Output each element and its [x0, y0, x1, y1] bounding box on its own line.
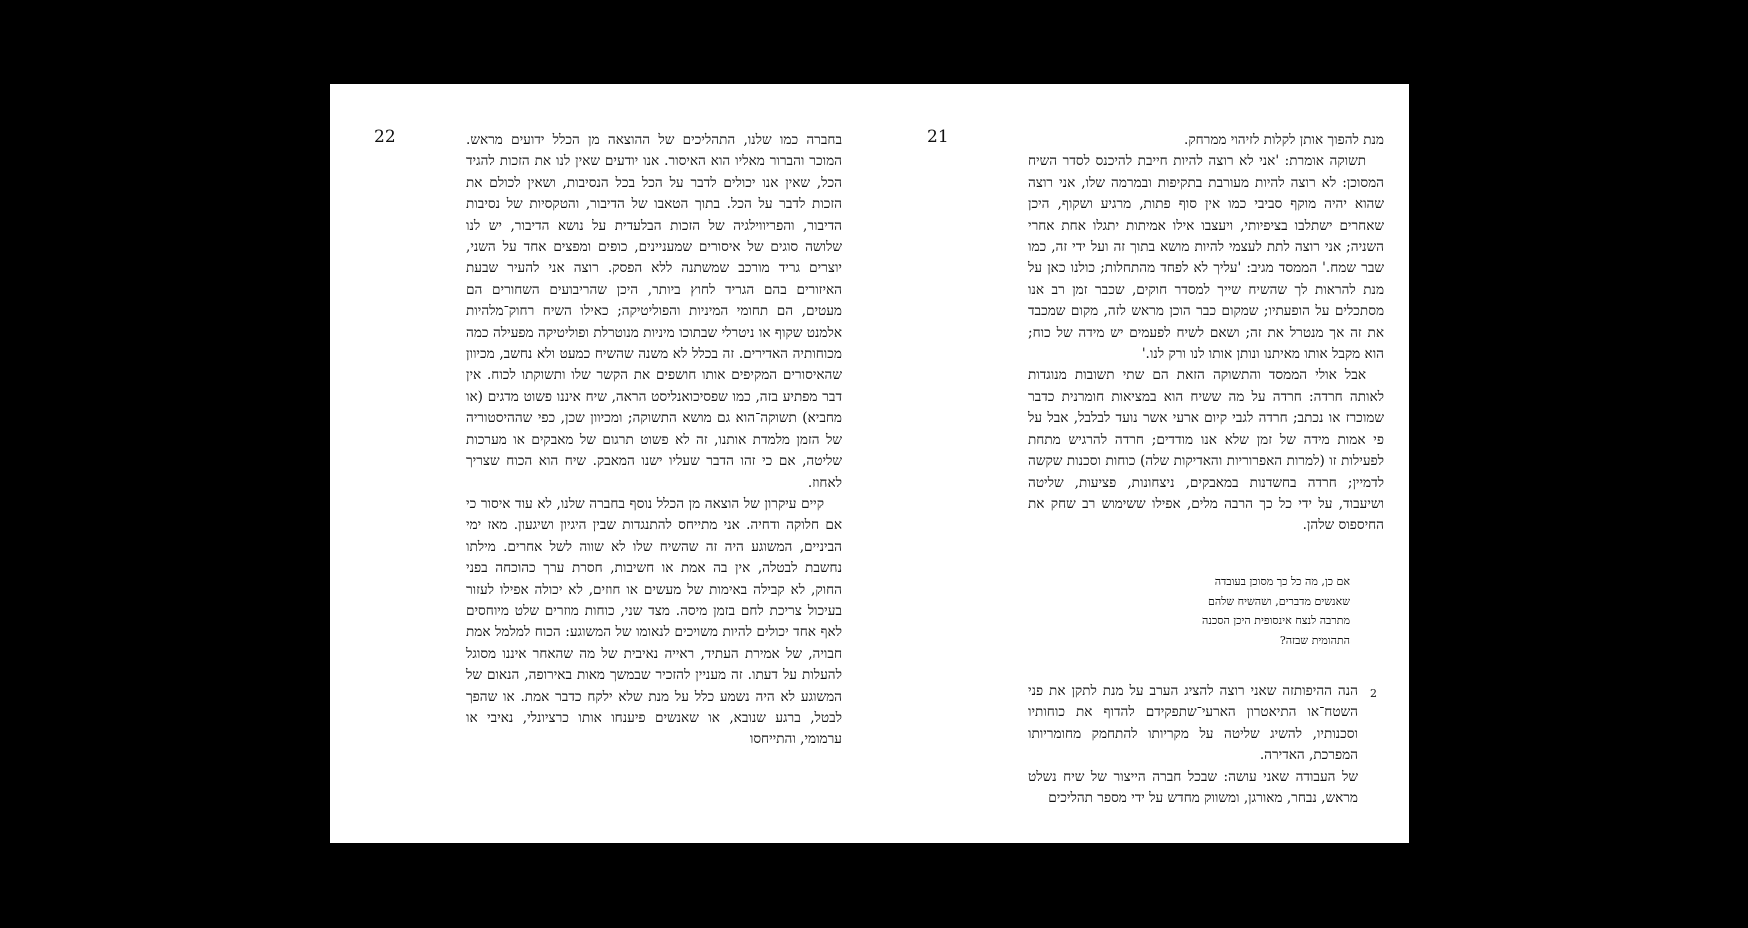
right-paragraph-2: תשוקה אומרת: 'אני לא רוצה להיות חייבת להיכנס לסדר השיח המסוכן: לא רוצה להיות מעורבת בתקיפות ובמרמה שלו, אני רוצה שהוא יהיה מוקף סביבי כמו אין סוף פתות, מרגיע ושקוף, היכן שאחרים ישתלבו בציפיותי, ויעצבו אילו אמיתות יתגלו אחת אחרי השניה; אני רוצה לתת לעצמי להיות מושא בתוך זה ועל ידי זה, כמו שבר שמח.' הממסד מגיב: 'עליך לא לפחד מהתחלות; כולנו כאן על מנת להראות לך שהשיח שייך למסדר חוקים, שכבר זמן רב אנו מסתכלים על הופעתיו; שמקום כבר הוכן מראש לזה, מקום שמכבד את זה אך מנטרל את זה; ושאם לשיח לפעמים יש מידה של כוח; הוא מקבל אותו מאיתנו ונותן אותו לנו ורק לנו.' [1028, 153, 1384, 363]
footnote-paragraph-2: של העבודה שאני עושה: שבכל חברה הייצור של שיח נשלט מראש, נבחר, מאורגן, ומשווק מחדש על ידי מספר תהליכים [1028, 768, 1358, 807]
side-note [1150, 572, 1350, 650]
side-note-line-4: התהומית שבזה? [1279, 633, 1350, 647]
footnote-block [1028, 681, 1358, 809]
left-page-number: 22 [374, 127, 396, 147]
right-page-body [1028, 130, 1384, 537]
side-note-line-3: מתרבה לנצח אינסופית היכן הסכנה [1202, 614, 1350, 627]
side-note-line-2: שאנשים מדברים, ושהשיח שלהם [1208, 594, 1350, 608]
left-page-body [466, 130, 842, 751]
side-note-line-1: אם כן, מה כל כך מסוכן בעובדה [1214, 575, 1350, 588]
right-paragraph-3: אבל אולי הממסד והתשוקה הזאת הם שתי תשובות מנוגדות לאותה חרדה: חרדה על מה ששיח הוא במציאות חומרנית כדבר שמוכרז או נכתב; חרדה לגבי קיום ארעי אשר נועד לבלבל, אבל על פי אמות מידה של זמן שלא אנו מודדים; חרדה להרגיש מתחת לפעילות זו (למרות האפרוריות והאדיקות שלה) כוחות וסכנות שקשה לדמיין; חרדה בחשדנות במאבקים, ניצחונות, פציעות, שליטה ושיעבוד, על ידי כל כך הרבה מלים, אפילו ששימוש רב שחק את החיספוס שלהן. [1028, 367, 1384, 534]
footnote-paragraph-1: הנה ההיפותזה שאני רוצה להציג הערב על מנת לתקן את פני השטח־או התיאטרון הארעי־שתפקידם להדוף את כוחותיו וסכנותיו, להשיג שליטה על מקריותו להתחמק מחומריותו המפרכת, האדירה. [1028, 683, 1358, 764]
left-paragraph-1: בחברה כמו שלנו, התהליכים של ההוצאה מן הכלל ידועים מראש. המוכר והברור מאליו הוא האיסור. אנו יודעים שאין לנו את הזכות להגיד הכל, שאין אנו יכולים לדבר על הכל בכל הנסיבות, ושאין לכולם את הזכות לדבר על הכל. בתוך הטאבו של הדיבור, והטקסיות של נסיבות הדיבור, והפריווילגיה של הזכות הבלעדית על נושא הדיבור, יש לנו שלושה סוגים של איסורים שמעניינים, כופים ומפצים אחד על השני, יוצרים גריד מורכב שמשתנה ללא הפסק. רוצה אני להעיר שבעת האיזורים בהם הגריד לחוץ ביותר, היכן שהריבועים השחורים הם מעטים, הם תחומי המיניות והפוליטיקה; כאילו השיח רחוק־מלהיות אלמנט שקוף או ניטרלי שבתוכו מיניות מנוטרלת ופוליטיקה מפעילה כמה מכוחותיה האדירים. זה בכלל לא משנה שהשיח כמעט ולא נחשב, מכיוון שהאיסורים המקיפים אותו חושפים את הקשר שלו ותשוקתו לכוח. אין דבר מפתיע בזה, כמו שפסיכואנליסט הראה, שיח איננו פשוט מדגים (או מחביא) תשוקה־הוא גם מושא התשוקה; ומכיוון שכן, כפי שההיסטוריה של הזמן מלמדת אותנו, זה לא פשוט תרגום של מאבקים או מערכות שליטה, אם כי זהו הדבר שעליו ישנו המאבק. שיח הוא הכוח שצריך לאחוז. [466, 132, 842, 491]
left-paragraph-2: קיים עיקרון של הוצאה מן הכלל נוסף בחברה שלנו, לא עוד איסור כי אם חלוקה ודחיה. אני מתייחס להתנגדות שבין היגיון ושיגעון. מאז ימי הביניים, המשוגע היה זה שהשיח שלו לא שווה לשל אחרים. מילתו נחשבת לבטלה, אין בה אמת או חשיבות, חסרת ערך כהוכחה בפני החוק, לא קבילה באימות של מעשים או חוזים, לא יכולה אפילו לעזור בעיכול צריכת לחם בזמן מיסה. מצד שני, כוחות מוזרים שלט מיוחסים לאף אחד יכולים להיות משויכים לנאומו של המשוגע: הכוח למלמל אמת חבויה, של אמירת העתיד, ראייה נאיבית של מה שהאחר איננו מסוגל להעלות על דעתו. זה מעניין להזכיר שבמשך מאות באירופה, הנאום של המשוגע לא היה נשמע כלל על מנת שלא ילקח כדבר אמת. או שהפך לבטל, ברגע שנובא, או שאנשים פיענחו אותו כרציונלי, נאיבי או ערמומי, והתייחסו [466, 495, 842, 748]
footnote-marker: 2 [1370, 687, 1377, 700]
right-paragraph-1: מנת להפוך אותן לקלות לזיהוי ממרחק. [1184, 132, 1384, 148]
right-page-number: 21 [927, 127, 949, 147]
book-spread [330, 84, 1409, 843]
